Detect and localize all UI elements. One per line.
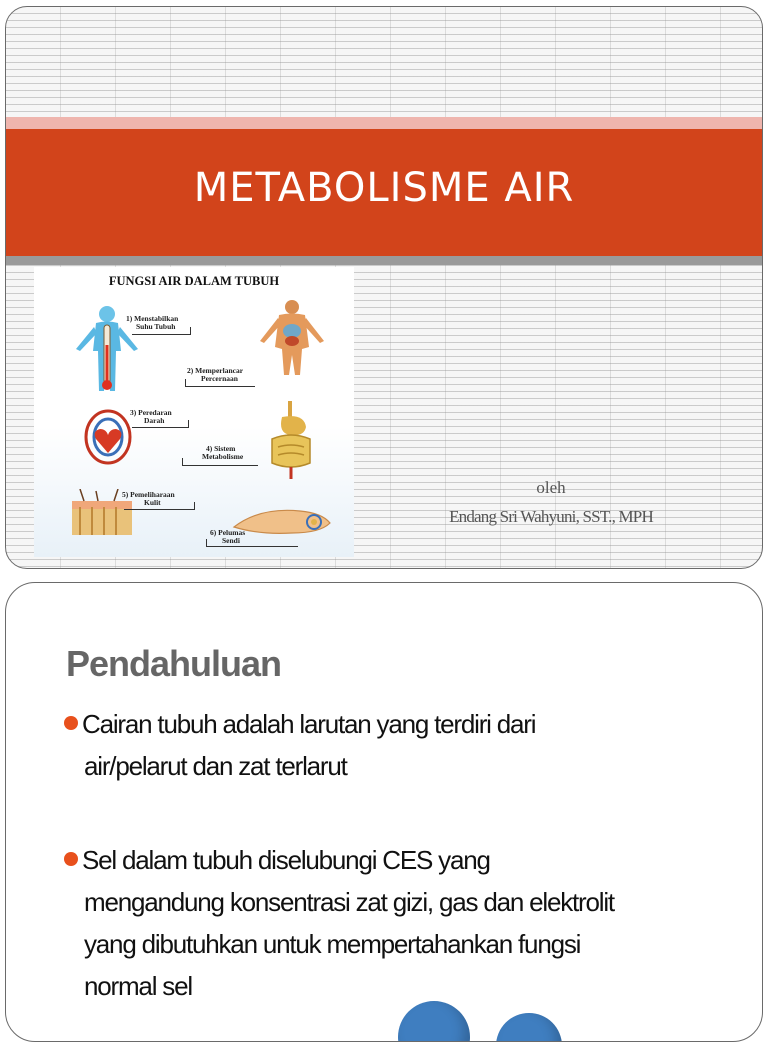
- function-label-4-line2: Metabolisme: [202, 452, 244, 461]
- bullet-2-line-4: normal sel: [84, 971, 192, 1001]
- author-block: [416, 473, 686, 531]
- function-label-6-line2: Sendi: [222, 536, 240, 545]
- author-name: Endang Sri Wahyuni, SST., MPH: [449, 507, 653, 526]
- function-label-1-line2: Suhu Tubuh: [136, 322, 176, 331]
- digestive-tract-icon: [260, 397, 322, 481]
- decorative-circle-right: [496, 1013, 562, 1042]
- function-label-1-line1: 1) Menstabilkan: [126, 314, 179, 323]
- bullet-2-line-2: mengandung konsentrasi zat gizi, gas dan elektrolit: [84, 887, 614, 917]
- decorative-circle-left: [398, 1001, 470, 1042]
- bullet-2-line-1: Sel dalam tubuh diselubungi CES yang: [82, 845, 490, 875]
- bullet-dot-icon: [64, 852, 78, 866]
- slide-heading: Pendahuluan: [66, 643, 282, 684]
- hand-joint-icon: [230, 501, 336, 541]
- bullet-dot-icon: [64, 716, 78, 730]
- title-band: [6, 129, 762, 256]
- bullet-1-line-2: air/pelarut dan zat terlarut: [84, 751, 347, 781]
- bullet-item-2: [64, 839, 614, 1007]
- introduction-slide: [5, 582, 763, 1042]
- function-label-2-line2: Percernaan: [201, 374, 238, 383]
- function-label-2-line1: 2) Memperlancar: [187, 366, 244, 375]
- author-prefix: oleh: [536, 478, 566, 497]
- digestive-body-icon: [252, 299, 332, 377]
- function-label-4-line1: 4) Sistem: [206, 444, 236, 453]
- heart-circulation-icon: [80, 405, 136, 469]
- function-label-5-line1: 5) Pemeliharaan: [122, 490, 175, 499]
- water-functions-illustration: [34, 267, 354, 557]
- accent-bar: [6, 117, 762, 129]
- slide-title: METABOLISME AIR: [193, 164, 575, 211]
- function-label-6-line1: 6) Pelumas: [210, 528, 246, 537]
- title-slide: [5, 6, 763, 569]
- illustration-title: FUNGSI AIR DALAM TUBUH: [108, 274, 280, 288]
- bullet-2-line-3: yang dibutuhkan untuk mempertahankan fungsi: [84, 929, 581, 959]
- divider-bar: [6, 256, 762, 265]
- bullet-item-1: [64, 703, 535, 787]
- bullet-1-line-1: Cairan tubuh adalah larutan yang terdiri dari: [82, 709, 536, 739]
- function-label-5-line2: Kulit: [144, 498, 161, 507]
- function-label-3-line1: 3) Peredaran: [130, 408, 172, 417]
- function-label-3-line2: Darah: [144, 416, 165, 425]
